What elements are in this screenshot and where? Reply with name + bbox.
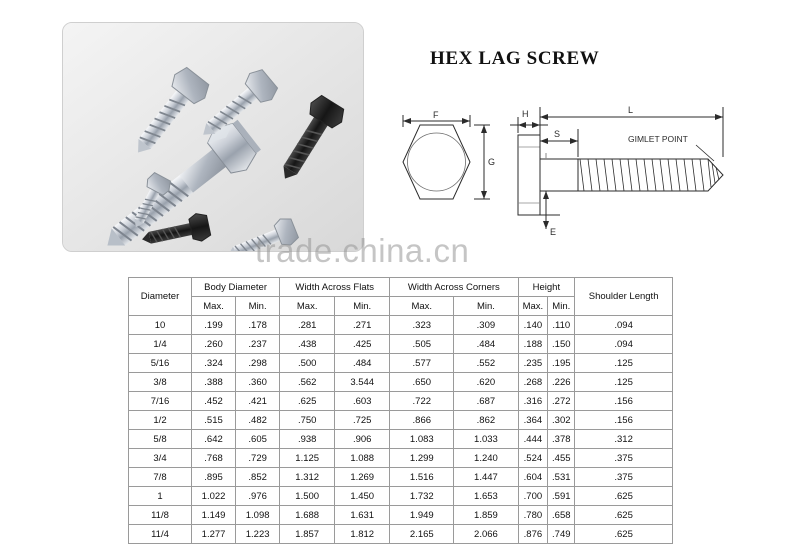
cell-value: 1.631 (335, 506, 390, 525)
product-photo-illustration (63, 23, 363, 251)
cell-value: .421 (236, 392, 280, 411)
cell-value: .226 (548, 373, 575, 392)
cell-value: .603 (335, 392, 390, 411)
cell-value: .268 (518, 373, 548, 392)
cell-value: 1.653 (454, 487, 518, 506)
cell-value: .452 (192, 392, 236, 411)
cell-value: 1.812 (335, 525, 390, 544)
table-row (129, 430, 673, 449)
cell-value: .605 (236, 430, 280, 449)
cell-value: .642 (192, 430, 236, 449)
cell-value: 1.500 (280, 487, 335, 506)
cell-value: .852 (236, 468, 280, 487)
cell-value: .235 (518, 354, 548, 373)
cell-value: .316 (518, 392, 548, 411)
technical-drawing (378, 95, 778, 250)
technical-drawing-svg (378, 95, 778, 250)
cell-value: .722 (390, 392, 454, 411)
table-head (129, 278, 673, 316)
drawing-label-G: G (488, 157, 496, 167)
cell-diameter: 3/8 (129, 373, 192, 392)
cell-value: .876 (518, 525, 548, 544)
cell-value: 1.277 (192, 525, 236, 544)
cell-value: .425 (335, 335, 390, 354)
cell-value: .552 (454, 354, 518, 373)
cell-value: .658 (548, 506, 575, 525)
cell-value: 1.949 (390, 506, 454, 525)
cell-value: .591 (548, 487, 575, 506)
drawing-label-L: L (628, 105, 634, 115)
table-body (129, 316, 673, 544)
cell-value: .140 (518, 316, 548, 335)
sub-header-body-min: Min. (236, 297, 280, 316)
cell-value: 1.223 (236, 525, 280, 544)
cell-value: 1.088 (335, 449, 390, 468)
cell-diameter: 1/4 (129, 335, 192, 354)
cell-value: .375 (575, 449, 673, 468)
cell-value: .178 (236, 316, 280, 335)
cell-value: .906 (335, 430, 390, 449)
col-header-height: Height (518, 278, 575, 297)
cell-diameter: 11/8 (129, 506, 192, 525)
cell-diameter: 3/4 (129, 449, 192, 468)
cell-value: .484 (454, 335, 518, 354)
cell-value: .895 (192, 468, 236, 487)
table-row (129, 316, 673, 335)
watermark: trade.china.cn (255, 232, 470, 269)
cell-value: .195 (548, 354, 575, 373)
drawing-label-F: F (433, 110, 439, 120)
cell-value: .272 (548, 392, 575, 411)
drawing-label-H: H (522, 109, 529, 119)
cell-value: 1.450 (335, 487, 390, 506)
cell-value: .625 (575, 487, 673, 506)
cell-value: .562 (280, 373, 335, 392)
cell-value: .862 (454, 411, 518, 430)
cell-value: 1.098 (236, 506, 280, 525)
table-group-header-row (129, 278, 673, 297)
cell-value: 2.165 (390, 525, 454, 544)
cell-value: .780 (518, 506, 548, 525)
cell-value: .531 (548, 468, 575, 487)
sub-header-height-max: Max. (518, 297, 548, 316)
sub-header-body-max: Max. (192, 297, 236, 316)
table-row (129, 373, 673, 392)
page-title: HEX LAG SCREW (430, 48, 600, 69)
cell-value: 3.544 (335, 373, 390, 392)
col-header-width-across-flats: Width Across Flats (280, 278, 390, 297)
col-header-width-across-corners: Width Across Corners (390, 278, 518, 297)
cell-value: .455 (548, 449, 575, 468)
cell-value: .188 (518, 335, 548, 354)
cell-value: .125 (575, 373, 673, 392)
cell-value: .515 (192, 411, 236, 430)
col-header-diameter: Diameter (129, 278, 192, 316)
cell-value: .620 (454, 373, 518, 392)
cell-value: .524 (518, 449, 548, 468)
table-row (129, 354, 673, 373)
table-row (129, 449, 673, 468)
cell-diameter: 11/4 (129, 525, 192, 544)
cell-value: .700 (518, 487, 548, 506)
product-photo (62, 22, 364, 252)
cell-value: .768 (192, 449, 236, 468)
cell-diameter: 1/2 (129, 411, 192, 430)
cell-value: .324 (192, 354, 236, 373)
sub-header-height-min: Min. (548, 297, 575, 316)
cell-value: .750 (280, 411, 335, 430)
cell-value: .650 (390, 373, 454, 392)
cell-value: .312 (575, 430, 673, 449)
cell-value: .260 (192, 335, 236, 354)
sub-header-corners-min: Min. (454, 297, 518, 316)
cell-diameter: 7/16 (129, 392, 192, 411)
sub-header-flats-min: Min. (335, 297, 390, 316)
cell-value: .302 (548, 411, 575, 430)
cell-value: .360 (236, 373, 280, 392)
cell-diameter: 7/8 (129, 468, 192, 487)
cell-value: .378 (548, 430, 575, 449)
cell-value: 1.857 (280, 525, 335, 544)
cell-diameter: 5/16 (129, 354, 192, 373)
cell-value: 1.859 (454, 506, 518, 525)
cell-value: .604 (518, 468, 548, 487)
cell-value: 1.033 (454, 430, 518, 449)
cell-value: .388 (192, 373, 236, 392)
drawing-label-S: S (554, 129, 561, 139)
cell-value: .094 (575, 335, 673, 354)
table-row (129, 411, 673, 430)
table-row (129, 392, 673, 411)
spec-table-container (128, 277, 673, 544)
drawing-label-E: E (550, 227, 557, 237)
cell-value: 1.022 (192, 487, 236, 506)
cell-value: .156 (575, 411, 673, 430)
cell-diameter: 1 (129, 487, 192, 506)
cell-value: .687 (454, 392, 518, 411)
table-row (129, 487, 673, 506)
cell-value: .094 (575, 316, 673, 335)
cell-value: .482 (236, 411, 280, 430)
cell-value: .444 (518, 430, 548, 449)
cell-value: 1.732 (390, 487, 454, 506)
cell-diameter: 10 (129, 316, 192, 335)
cell-value: .150 (548, 335, 575, 354)
cell-value: 1.447 (454, 468, 518, 487)
cell-value: .364 (518, 411, 548, 430)
cell-value: .625 (280, 392, 335, 411)
cell-value: .500 (280, 354, 335, 373)
cell-value: 1.312 (280, 468, 335, 487)
cell-value: .749 (548, 525, 575, 544)
cell-value: .271 (335, 316, 390, 335)
cell-value: 1.149 (192, 506, 236, 525)
cell-value: .505 (390, 335, 454, 354)
cell-value: 1.688 (280, 506, 335, 525)
cell-value: .298 (236, 354, 280, 373)
table-row (129, 506, 673, 525)
cell-value: .866 (390, 411, 454, 430)
cell-value: .625 (575, 525, 673, 544)
table-row (129, 468, 673, 487)
cell-value: .125 (575, 354, 673, 373)
cell-value: .438 (280, 335, 335, 354)
cell-value: .281 (280, 316, 335, 335)
cell-value: .484 (335, 354, 390, 373)
cell-value: 2.066 (454, 525, 518, 544)
cell-value: 1.299 (390, 449, 454, 468)
cell-value: .577 (390, 354, 454, 373)
cell-value: .375 (575, 468, 673, 487)
cell-value: 1.240 (454, 449, 518, 468)
sub-header-flats-max: Max. (280, 297, 335, 316)
drawing-label-gimlet-point: GIMLET POINT (628, 134, 688, 144)
cell-value: .156 (575, 392, 673, 411)
cell-value: .976 (236, 487, 280, 506)
cell-value: 1.125 (280, 449, 335, 468)
cell-value: .625 (575, 506, 673, 525)
cell-value: .725 (335, 411, 390, 430)
col-header-body-diameter: Body Diameter (192, 278, 280, 297)
col-header-shoulder-length: Shoulder Length (575, 278, 673, 316)
cell-value: .729 (236, 449, 280, 468)
sub-header-corners-max: Max. (390, 297, 454, 316)
cell-value: .199 (192, 316, 236, 335)
spec-table (128, 277, 673, 544)
table-row (129, 525, 673, 544)
cell-value: 1.269 (335, 468, 390, 487)
cell-value: .110 (548, 316, 575, 335)
cell-value: .323 (390, 316, 454, 335)
cell-value: .237 (236, 335, 280, 354)
cell-value: 1.083 (390, 430, 454, 449)
table-row (129, 335, 673, 354)
cell-value: .938 (280, 430, 335, 449)
cell-diameter: 5/8 (129, 430, 192, 449)
cell-value: 1.516 (390, 468, 454, 487)
cell-value: .309 (454, 316, 518, 335)
